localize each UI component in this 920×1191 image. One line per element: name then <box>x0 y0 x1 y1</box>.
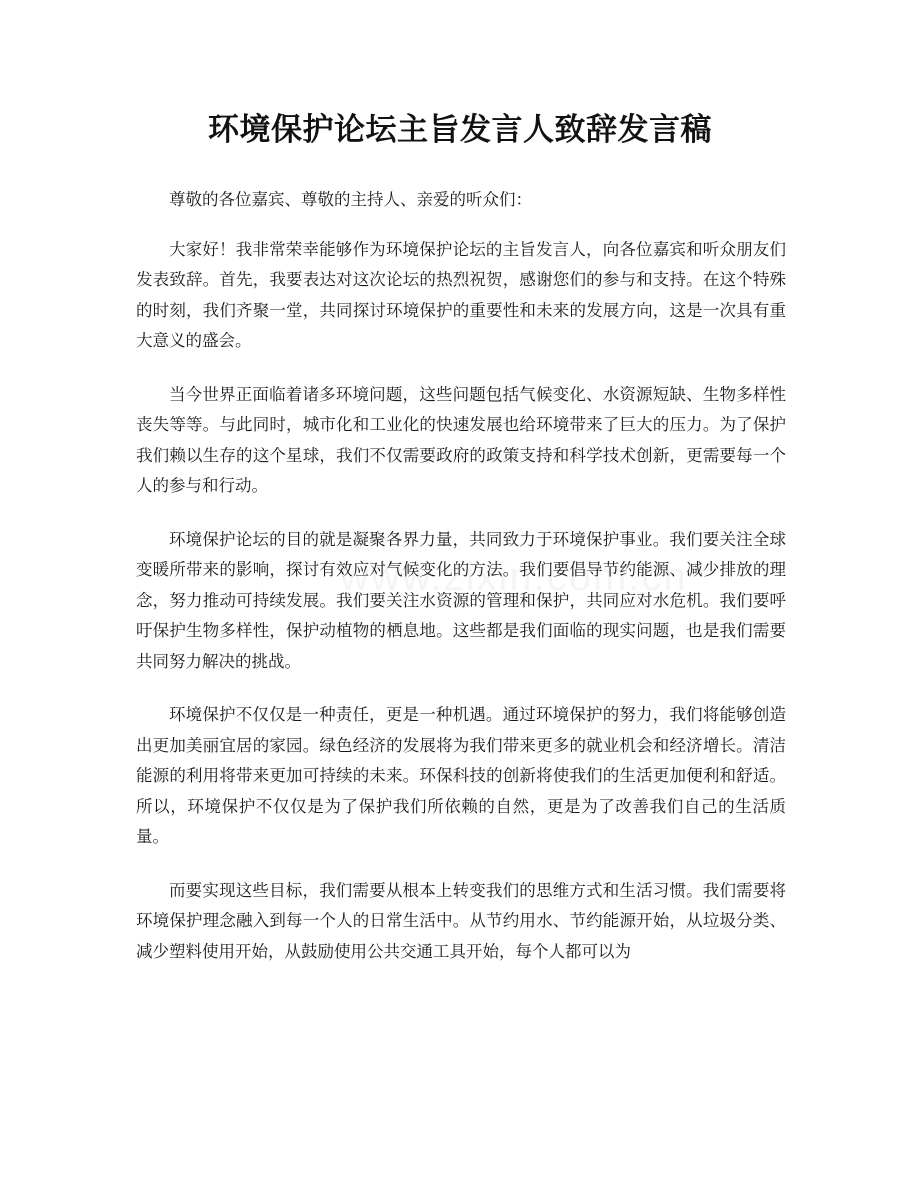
paragraph-1: 大家好！我非常荣幸能够作为环境保护论坛的主旨发言人，向各位嘉宾和听众朋友们发表致辞。首先，我要表达对这次论坛的热烈祝贺，感谢您们的参与和支持。在这个特殊的时刻，我们齐聚一堂，共同探讨环境保护的重要性和未来的发展方向，这是一次具有重大意义的盛会。 <box>136 239 786 350</box>
document-title: 环境保护论坛主旨发言人致辞发言稿 <box>208 112 712 148</box>
paragraph-2: 当今世界正面临着诸多环境问题，这些问题包括气候变化、水资源短缺、生物多样性丧失等等。与此同时，城市化和工业化的快速发展也给环境带来了巨大的压力。为了保护我们赖以生存的这个星球，我们不仅需要政府的政策支持和科学技术创新，更需要每一个人的参与和行动。 <box>136 384 786 495</box>
salutation: 尊敬的各位嘉宾、尊敬的主持人、亲爱的听众们： <box>169 190 532 209</box>
paragraph-3: 环境保护论坛的目的就是凝聚各界力量，共同致力于环境保护事业。我们要关注全球变暖所带来的影响，探讨有效应对气候变化的方法。我们要倡导节约能源、减少排放的理念，努力推动可持续发展。我们要关注水资源的管理和保护，共同应对水危机。我们要呼吁保护生物多样性，保护动植物的栖息地。这些都是我们面临的现实问题，也是我们需要共同努力解决的挑战。 <box>136 529 786 671</box>
paragraph-5: 而要实现这些目标，我们需要从根本上转变我们的思维方式和生活习惯。我们需要将环境保护理念融入到每一个人的日常生活中。从节约用水、节约能源开始，从垃圾分类、减少塑料使用开始，从鼓励使用公共交通工具开始，每个人都可以为 <box>136 880 786 961</box>
paragraph-4: 环境保护不仅仅是一种责任，更是一种机遇。通过环境保护的努力，我们将能够创造出更加美丽宜居的家园。绿色经济的发展将为我们带来更多的就业机会和经济增长。清洁能源的利用将带来更加可持续的未来。环保科技的创新将使我们的生活更加便利和舒适。所以，环境保护不仅仅是为了保护我们所依赖的自然，更是为了改善我们自己的生活质量。 <box>136 705 786 846</box>
document-body <box>136 185 786 990</box>
